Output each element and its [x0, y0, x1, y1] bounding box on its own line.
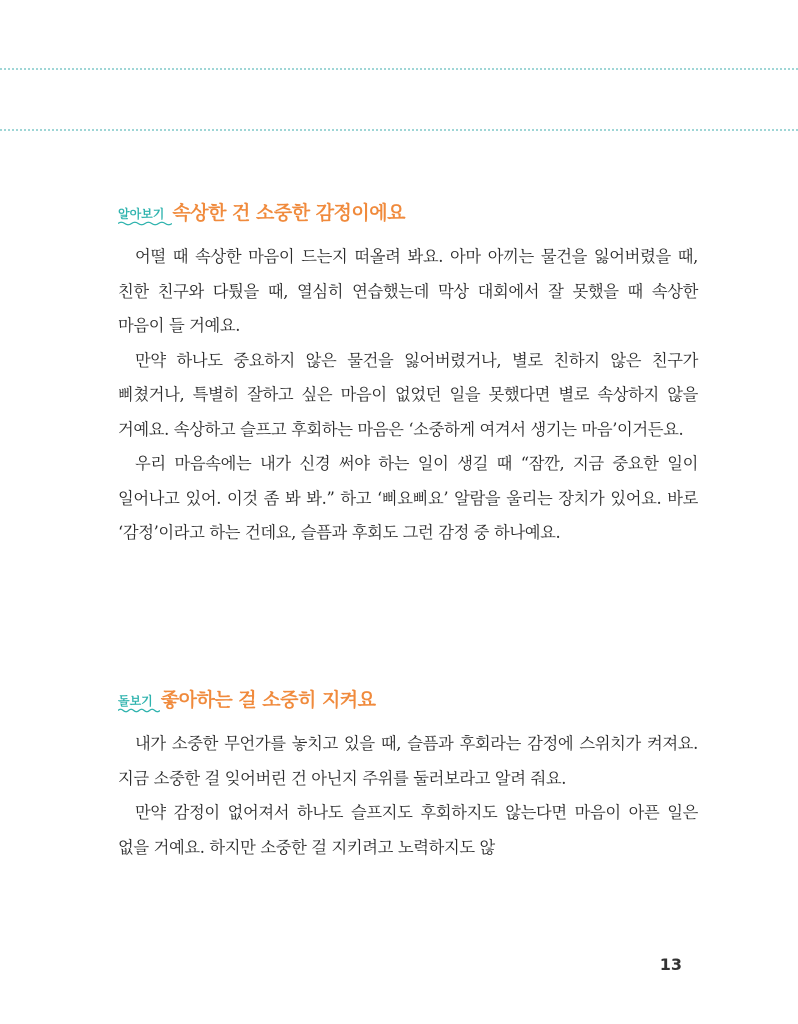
section-tag	[118, 694, 153, 713]
wave-underline-icon	[118, 708, 160, 713]
paragraph: 어떨 때 속상한 마음이 드는지 떠올려 봐요. 아마 아끼는 물건을 잃어버렸을 때, 친한 친구와 다퉜을 때, 열심히 연습했는데 막상 대회에서 잘 못했을 때 속상한 마음이 들 거예요.	[118, 247, 698, 335]
paragraph: 내가 소중한 무언가를 놓치고 있을 때, 슬픔과 후회라는 감정에 스위치가 켜져요. 지금 소중한 걸 잊어버린 건 아닌지 주위를 둘러보라고 알려 줘요.	[118, 734, 698, 788]
section-title: 좋아하는 걸 소중히 지켜요	[160, 689, 376, 711]
second-dotted-divider	[0, 129, 798, 131]
section-care	[118, 683, 698, 865]
section-learn	[118, 196, 698, 551]
paragraph: 우리 마음속에는 내가 신경 써야 하는 일이 생길 때 “잠깐, 지금 중요한 일이 일어나고 있어. 이것 좀 봐 봐.” 하고 ‘삐요삐요’ 알람을 울리는 장치가 있어요. 바로 ‘감정’이라고 하는 건데요, 슬픔과 후회도 그런 감정 중 하나예요.	[118, 454, 698, 542]
wave-underline-icon	[118, 221, 172, 226]
section-title: 속상한 건 소중한 감정이에요	[172, 202, 405, 224]
section-heading	[118, 683, 698, 713]
section-tag-label: 알아보기	[118, 207, 165, 221]
paragraph: 만약 하나도 중요하지 않은 물건을 잃어버렸거나, 별로 친하지 않은 친구가 삐쳤거나, 특별히 잘하고 싶은 마음이 없었던 일을 못했다면 별로 속상하지 않을 거예요. 속상하고 슬프고 후회하는 마음은 ‘소중하게 여겨서 생기는 마음’이거든요.	[118, 350, 698, 439]
page-number: 13	[659, 955, 682, 974]
section-heading	[118, 196, 698, 226]
section-tag-label: 돌보기	[118, 694, 153, 708]
top-dotted-divider	[0, 68, 798, 70]
section-tag	[118, 207, 164, 226]
paragraph: 만약 감정이 없어져서 하나도 슬프지도 후회하지도 않는다면 마음이 아픈 일은 없을 거예요. 하지만 소중한 걸 지키려고 노력하지도 않	[118, 803, 698, 857]
